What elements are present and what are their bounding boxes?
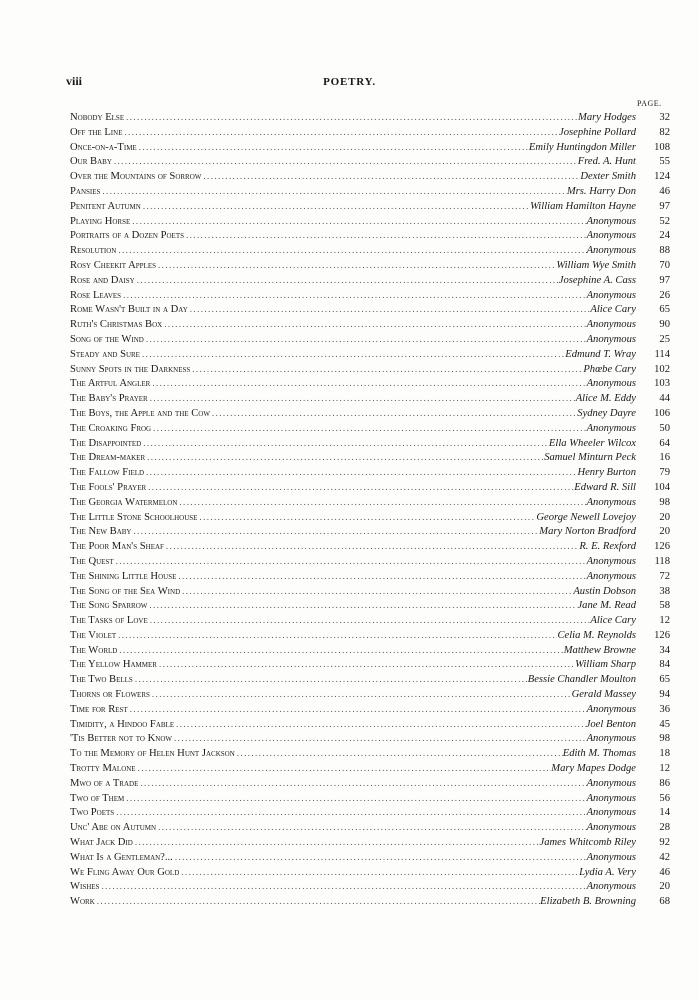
- poem-title: The Artful Angler: [70, 378, 151, 390]
- page-ref: 103: [654, 378, 670, 390]
- page-ref: 97: [659, 200, 670, 212]
- poem-title: Sunny Spots in the Darkness: [70, 363, 191, 375]
- index-entry: [70, 539, 670, 554]
- page-ref: 56: [659, 792, 670, 804]
- poem-author: Mrs. Harry Don: [566, 185, 636, 197]
- index-entry: [70, 524, 670, 539]
- poem-title: Two Poets: [70, 807, 115, 819]
- poem-author: Anonymous: [586, 215, 636, 227]
- index-entry: [70, 436, 670, 451]
- page-ref: 102: [654, 363, 670, 375]
- poem-author: Mary Norton Bradford: [539, 526, 636, 538]
- dot-leader: [150, 376, 586, 391]
- poem-title: Ruth's Christmas Box: [70, 319, 163, 331]
- poem-author: Edith M. Thomas: [562, 748, 636, 760]
- poem-author: Anonymous: [586, 851, 636, 863]
- index-entry: [70, 199, 670, 214]
- page-ref: 114: [654, 348, 670, 360]
- page-ref: 86: [659, 777, 670, 789]
- index-entry: [70, 657, 670, 672]
- poem-title: The Song of the Sea Wind: [70, 585, 181, 597]
- poem-title: The Little Stone Schoolhouse: [70, 511, 198, 523]
- index-entry: [70, 894, 670, 909]
- index-entry: [70, 450, 670, 465]
- dot-leader: [131, 524, 539, 539]
- index-entry: [70, 495, 670, 510]
- poem-author: George Newell Lovejoy: [536, 511, 636, 523]
- index-entry: [70, 820, 670, 835]
- index-entry: [70, 347, 670, 362]
- index-entry: [70, 406, 670, 421]
- index-entry: [70, 288, 670, 303]
- page-ref: 126: [654, 629, 670, 641]
- page-ref: 28: [659, 822, 670, 834]
- poem-author: Ella Wheeler Wilcox: [548, 437, 636, 449]
- dot-leader: [124, 110, 578, 125]
- poem-title: The Quest: [70, 555, 114, 567]
- index-entry: [70, 258, 670, 273]
- poem-title: What Jack Did: [70, 837, 133, 849]
- page-ref: 14: [659, 807, 670, 819]
- poem-author: Anonymous: [586, 422, 636, 434]
- page-ref: 65: [659, 304, 670, 316]
- poem-title: Trotty Malone: [70, 763, 136, 775]
- dot-leader: [184, 228, 587, 243]
- page-ref: 126: [654, 541, 670, 553]
- dot-leader: [144, 465, 577, 480]
- poem-title: Steady and Sure: [70, 348, 140, 360]
- poem-author: Celia M. Reynolds: [557, 629, 636, 641]
- poem-title: Our Baby: [70, 156, 112, 168]
- index-entry: [70, 169, 670, 184]
- dot-leader: [210, 406, 577, 421]
- page-ref: 20: [659, 881, 670, 893]
- poem-author: Lydia A. Very: [579, 866, 636, 878]
- poem-author: Austin Dobson: [573, 585, 636, 597]
- poem-author: Fred. A. Hunt: [577, 156, 636, 168]
- poem-author: Anonymous: [586, 378, 636, 390]
- dot-leader: [128, 702, 587, 717]
- dot-leader: [177, 495, 586, 510]
- poem-title: Pansies: [70, 185, 101, 197]
- dot-leader: [156, 258, 556, 273]
- poem-author: Josephine Pollard: [559, 126, 636, 138]
- index-entry: [70, 702, 670, 717]
- dot-leader: [130, 214, 586, 229]
- index-entry: [70, 480, 670, 495]
- index-entry: [70, 717, 670, 732]
- poem-author: Phœbe Cary: [583, 363, 636, 375]
- dot-leader: [116, 243, 586, 258]
- dot-leader: [147, 598, 577, 613]
- poem-title: The Song Sparrow: [70, 600, 148, 612]
- poem-title: Rose and Daisy: [70, 274, 135, 286]
- dot-leader: [141, 199, 530, 214]
- index-entry: [70, 214, 670, 229]
- page-ref: 38: [659, 585, 670, 597]
- poem-author: Gerald Massey: [571, 689, 636, 701]
- dot-leader: [148, 613, 591, 628]
- index-entry: [70, 643, 670, 658]
- index-entry: [70, 776, 670, 791]
- index-entry: [70, 154, 670, 169]
- dot-leader: [145, 450, 544, 465]
- poem-author: William Wye Smith: [556, 259, 636, 271]
- poem-author: Alice Cary: [590, 615, 636, 627]
- poem-author: Bessie Chandler Moulton: [527, 674, 636, 686]
- poem-author: Emily Huntingdon Miller: [528, 141, 636, 153]
- page-ref: 65: [659, 674, 670, 686]
- poem-title: The Yellow Hammer: [70, 659, 157, 671]
- poem-title: To the Memory of Helen Hunt Jackson: [70, 748, 235, 760]
- poem-title: Resolution: [70, 245, 117, 257]
- poem-author: Alice Cary: [590, 304, 636, 316]
- dot-leader: [179, 865, 579, 880]
- index-entry: [70, 317, 670, 332]
- poem-author: Mary Hodges: [578, 112, 636, 123]
- page-ref: 97: [659, 274, 670, 286]
- dot-leader: [112, 154, 578, 169]
- poem-author: Edmund T. Wray: [565, 348, 636, 360]
- index-entry: [70, 687, 670, 702]
- dot-leader: [197, 510, 536, 525]
- poem-title: Nobody Else: [70, 112, 125, 123]
- poem-title: Once-on-a-Time: [70, 141, 137, 153]
- page-ref: 42: [659, 851, 670, 863]
- poem-author: Anonymous: [586, 289, 636, 301]
- poem-author: Anonymous: [586, 807, 636, 819]
- index-entry: [70, 835, 670, 850]
- poem-author: Anonymous: [586, 777, 636, 789]
- poem-title: The Shining Little House: [70, 570, 177, 582]
- poem-title: The Fallow Field: [70, 467, 145, 479]
- poem-author: Samuel Minturn Peck: [544, 452, 636, 464]
- poem-title: Unc' Abe on Autumn: [70, 822, 157, 834]
- page-ref: 20: [659, 511, 670, 523]
- index-entry: [70, 243, 670, 258]
- dot-leader: [114, 554, 587, 569]
- page-ref: 64: [659, 437, 670, 449]
- page-ref: 52: [659, 215, 670, 227]
- index-entry: [70, 332, 670, 347]
- poem-author: Anonymous: [586, 555, 636, 567]
- dot-leader: [141, 436, 549, 451]
- poem-title: Portraits of a Dozen Poets: [70, 230, 184, 242]
- index-entry: [70, 376, 670, 391]
- poem-title: The Tasks of Love: [70, 615, 148, 627]
- poem-title: Thorns or Flowers: [70, 689, 150, 701]
- page-ref: 44: [659, 393, 670, 405]
- poem-title: The Baby's Prayer: [70, 393, 148, 405]
- page-ref: 84: [659, 659, 670, 671]
- index-entry: [70, 761, 670, 776]
- poem-author: Anonymous: [586, 792, 636, 804]
- page-ref: 90: [659, 319, 670, 331]
- poem-author: Anonymous: [586, 496, 636, 508]
- page-ref: 92: [659, 837, 670, 849]
- poem-author: James Whitcomb Riley: [539, 837, 636, 849]
- dot-leader: [135, 273, 559, 288]
- dot-leader: [122, 125, 559, 140]
- poem-title: The Georgia Watermelon: [70, 496, 178, 508]
- page-ref: 79: [659, 467, 670, 479]
- dot-leader: [116, 628, 557, 643]
- index-entry: [70, 228, 670, 243]
- page-ref: 46: [659, 866, 670, 878]
- index-entry: [70, 598, 670, 613]
- page-ref: 24: [659, 230, 670, 242]
- dot-leader: [201, 169, 580, 184]
- poem-author: Anonymous: [586, 703, 636, 715]
- index-entry: [70, 421, 670, 436]
- dot-leader: [136, 761, 552, 776]
- dot-leader: [137, 140, 529, 155]
- page-ref: 106: [654, 407, 670, 419]
- index-entry: [70, 362, 670, 377]
- dot-leader: [114, 805, 586, 820]
- poem-index-list: [70, 110, 670, 909]
- page-number: viii: [66, 74, 83, 88]
- poem-title: Rose Leaves: [70, 289, 122, 301]
- poem-author: Anonymous: [586, 881, 636, 893]
- index-entry: [70, 140, 670, 155]
- poem-author: William Sharp: [575, 659, 636, 671]
- dot-leader: [99, 879, 586, 894]
- page-ref: 70: [659, 259, 670, 271]
- poem-title: The Boys, the Apple and the Cow: [70, 407, 210, 419]
- page-ref: 26: [659, 289, 670, 301]
- dot-leader: [156, 820, 586, 835]
- dot-leader: [188, 302, 591, 317]
- dot-leader: [100, 184, 566, 199]
- poem-author: Dexter Smith: [580, 171, 636, 183]
- poem-author: Henry Burton: [577, 467, 636, 479]
- index-entry: [70, 865, 670, 880]
- dot-leader: [150, 687, 572, 702]
- page-ref: 18: [659, 748, 670, 760]
- index-entry: [70, 850, 670, 865]
- page-ref: 55: [659, 156, 670, 168]
- page-ref: 94: [659, 689, 670, 701]
- page-ref: 25: [659, 333, 670, 345]
- dot-leader: [117, 643, 563, 658]
- dot-leader: [172, 731, 587, 746]
- poem-author: Josephine A. Cass: [558, 274, 636, 286]
- page-ref: 16: [659, 452, 670, 464]
- poem-author: Joel Benton: [585, 718, 636, 730]
- page-ref: 46: [659, 185, 670, 197]
- dot-leader: [151, 421, 586, 436]
- poem-author: Anonymous: [586, 230, 636, 242]
- poem-author: Mary Mapes Dodge: [551, 763, 636, 775]
- page-ref: 118: [654, 555, 670, 567]
- poem-author: Anonymous: [586, 319, 636, 331]
- page-ref: 108: [654, 141, 670, 153]
- dot-leader: [133, 672, 528, 687]
- poem-title: Mwo of a Trade: [70, 777, 139, 789]
- index-entry: [70, 672, 670, 687]
- poem-author: William Hamilton Hayne: [530, 200, 636, 212]
- index-entry: [70, 731, 670, 746]
- poem-title: We Fling Away Our Gold: [70, 866, 180, 878]
- poem-author: Anonymous: [586, 333, 636, 345]
- poem-title: Song of the Wind: [70, 333, 144, 345]
- dot-leader: [190, 362, 583, 377]
- poem-title: 'Tis Better not to Know: [70, 733, 172, 745]
- poem-title: The Fools' Prayer: [70, 481, 147, 493]
- poem-title: Timidity, a Hindoo Fable: [70, 718, 175, 730]
- poem-author: Anonymous: [586, 245, 636, 257]
- dot-leader: [174, 717, 586, 732]
- poem-title: Over the Mountains of Sorrow: [70, 171, 202, 183]
- dot-leader: [157, 657, 575, 672]
- poem-title: Time for Rest: [70, 703, 128, 715]
- index-entry: [70, 554, 670, 569]
- page-column-heading: PAGE.: [637, 99, 662, 108]
- index-entry: [70, 746, 670, 761]
- page-ref: 20: [659, 526, 670, 538]
- poem-title: The New Baby: [70, 526, 132, 538]
- poem-title: The World: [70, 644, 118, 656]
- index-entry: [70, 613, 670, 628]
- dot-leader: [148, 391, 576, 406]
- poem-title: Off the Line: [70, 126, 123, 138]
- dot-leader: [162, 317, 586, 332]
- index-entry: [70, 302, 670, 317]
- page-ref: 104: [654, 481, 670, 493]
- index-entry: [70, 628, 670, 643]
- poem-author: Matthew Browne: [563, 644, 636, 656]
- page-ref: 82: [659, 126, 670, 138]
- page-ref: 36: [659, 703, 670, 715]
- section-title: POETRY.: [323, 76, 376, 88]
- index-entry: [70, 805, 670, 820]
- poem-author: Elizabeth B. Browning: [540, 896, 636, 908]
- dot-leader: [180, 584, 573, 599]
- poem-author: Jane M. Read: [577, 600, 636, 612]
- page-ref: 50: [659, 422, 670, 434]
- page-ref: 34: [659, 644, 670, 656]
- page-ref: 68: [659, 896, 670, 908]
- poem-title: The Violet: [70, 629, 117, 641]
- poem-author: Alice M. Eddy: [575, 393, 636, 405]
- poem-title: The Croaking Frog: [70, 422, 152, 434]
- index-entry: [70, 273, 670, 288]
- poem-author: Anonymous: [586, 822, 636, 834]
- page-ref: 45: [659, 718, 670, 730]
- dot-leader: [164, 539, 579, 554]
- index-entry: [70, 465, 670, 480]
- page-ref: 72: [659, 570, 670, 582]
- dot-leader: [124, 791, 586, 806]
- poem-title: The Poor Man's Sheaf: [70, 541, 164, 553]
- poem-title: The Two Bells: [70, 674, 133, 686]
- poem-title: Two of Them: [70, 792, 125, 804]
- poem-title: Work: [70, 896, 95, 908]
- page-ref: 12: [659, 763, 670, 775]
- dot-leader: [176, 569, 586, 584]
- dot-leader: [138, 776, 586, 791]
- poem-author: Sydney Dayre: [577, 407, 636, 419]
- dot-leader: [144, 332, 587, 347]
- poem-title: Penitent Autumn: [70, 200, 141, 212]
- index-entry: [70, 791, 670, 806]
- dot-leader: [173, 850, 587, 865]
- poem-title: The Dream-maker: [70, 452, 146, 464]
- dot-leader: [95, 894, 540, 909]
- index-entry: [70, 184, 670, 199]
- page-ref: 98: [659, 733, 670, 745]
- index-entry: [70, 391, 670, 406]
- page-ref: 98: [659, 496, 670, 508]
- dot-leader: [133, 835, 540, 850]
- index-entry: [70, 125, 670, 140]
- dot-leader: [146, 480, 574, 495]
- index-entry: [70, 510, 670, 525]
- dot-leader: [121, 288, 587, 303]
- poem-title: Rosy Cheekit Apples: [70, 259, 156, 271]
- poem-author: R. E. Rexford: [579, 541, 636, 553]
- page-ref: 12: [659, 615, 670, 627]
- index-entry: [70, 569, 670, 584]
- page-ref: 124: [654, 171, 670, 183]
- page-ref: 88: [659, 245, 670, 257]
- poem-title: Wishes: [70, 881, 100, 893]
- poem-author: Anonymous: [586, 733, 636, 745]
- index-entry: [70, 110, 670, 125]
- poem-title: Playing Horse: [70, 215, 131, 227]
- dot-leader: [140, 347, 565, 362]
- poem-title: Rome Wasn't Built in a Day: [70, 304, 188, 316]
- poem-author: Anonymous: [586, 570, 636, 582]
- dot-leader: [235, 746, 563, 761]
- poem-title: The Disappointed: [70, 437, 142, 449]
- poem-title: What Is a Gentleman?...: [70, 851, 173, 863]
- page-ref: 58: [659, 600, 670, 612]
- index-entry: [70, 584, 670, 599]
- poem-author: Edward R. Sill: [574, 481, 636, 493]
- page-ref: 32: [659, 112, 670, 123]
- index-entry: [70, 879, 670, 894]
